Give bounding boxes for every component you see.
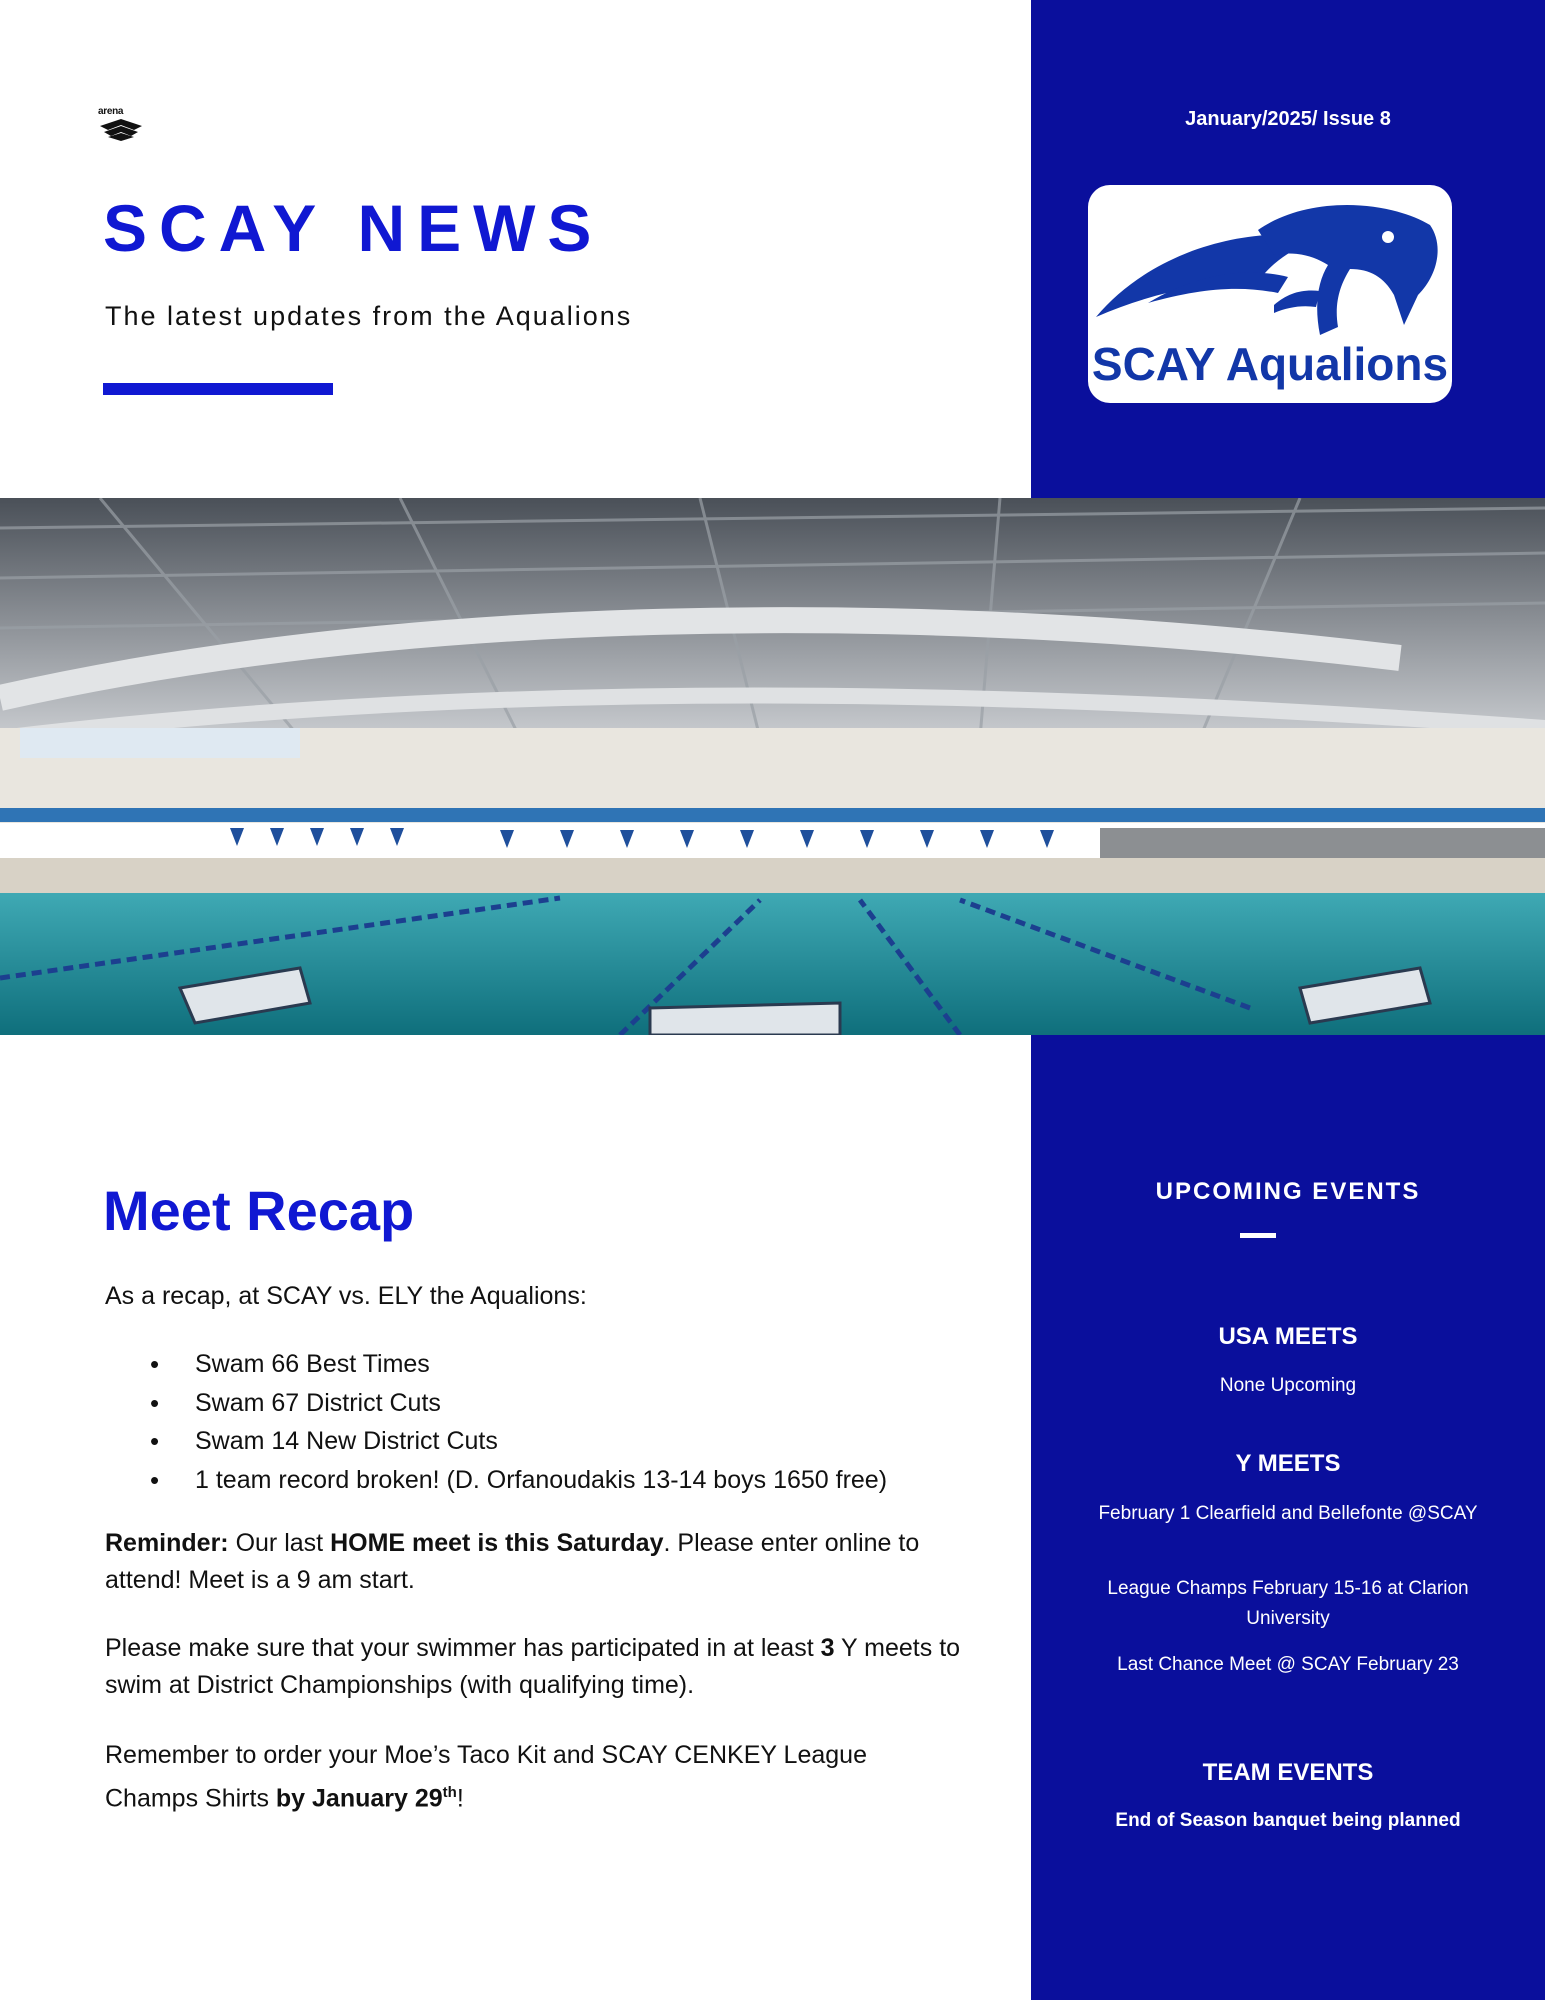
y-meets-item: Last Chance Meet @ SCAY February 23 [1117, 1654, 1459, 1675]
reminder-paragraph [105, 1525, 965, 1599]
issue-date: January/2025/ Issue 8 [1185, 108, 1391, 130]
team-logo [1088, 185, 1452, 403]
order-paragraph [105, 1737, 965, 1817]
paragraph-text: Remember to order your Moe’s Taco Kit and SCAY CENKEY League Champs Shirts [105, 1741, 867, 1813]
y-meets-heading: Y MEETS [1235, 1450, 1341, 1477]
events-heading: UPCOMING EVENTS [1155, 1178, 1421, 1205]
paragraph-text: Please make sure that your swimmer has participated in at least [105, 1634, 821, 1662]
usa-meets-heading: USA MEETS [1218, 1323, 1358, 1350]
team-events-item: End of Season banquet being planned [1115, 1810, 1461, 1831]
list-item: • Swam 66 Best Times [150, 1345, 887, 1384]
natatorium-image [0, 498, 1545, 1035]
team-events-heading: TEAM EVENTS [1202, 1759, 1374, 1786]
paragraph-text: ! [456, 1784, 464, 1813]
reminder-text: . Please enter online to attend! Meet is a 9 am start. [105, 1529, 920, 1594]
paragraph-text: Y meets to swim at District Championships (with qualifying time). [105, 1634, 961, 1699]
pool-photo [0, 498, 1545, 1035]
article-title: Meet Recap [103, 1179, 415, 1242]
paragraph-bold: by January 29 [275, 1784, 443, 1813]
paragraph-bold: 3 [820, 1634, 835, 1662]
usa-meets-item: None Upcoming [1219, 1375, 1357, 1396]
title-accent-bar [103, 383, 333, 395]
newsletter-subtitle: The latest updates from the Aqualions [105, 301, 633, 331]
heading-divider [1240, 1233, 1276, 1238]
list-item: • 1 team record broken! (D. Orfanoudakis 13-14 boys 1650 free) [150, 1461, 887, 1500]
team-logo-text: SCAY Aqualions [1091, 338, 1449, 390]
list-item: • Swam 67 District Cuts [150, 1384, 887, 1423]
recap-list [150, 1345, 887, 1499]
reminder-label: Reminder: [105, 1529, 229, 1557]
newsletter-title: SCAY NEWS [103, 191, 604, 265]
eligibility-paragraph [105, 1630, 965, 1704]
reminder-bold: HOME meet is this Saturday [330, 1529, 664, 1557]
article-intro: As a recap, at SCAY vs. ELY the Aqualions: [105, 1282, 587, 1310]
reminder-text: Our last [228, 1529, 331, 1557]
ordinal-suffix: th [442, 1784, 457, 1801]
list-item: • Swam 14 New District Cuts [150, 1422, 887, 1461]
y-meets-item: February 1 Clearfield and Bellefonte @SCAY [1098, 1503, 1478, 1524]
arena-brand-text: arena [98, 106, 124, 117]
y-meets-item: League Champs February 15-16 at Clarion University [1107, 1578, 1469, 1629]
